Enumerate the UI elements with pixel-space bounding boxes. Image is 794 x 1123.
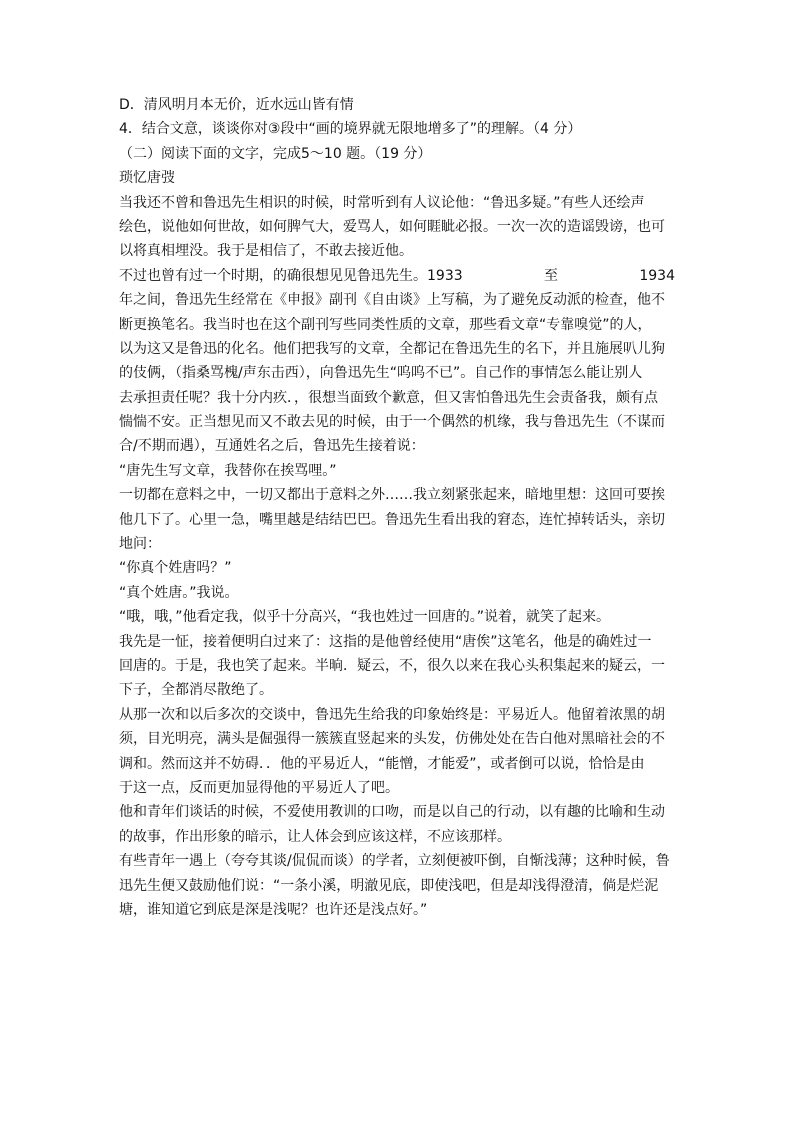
text-line: 以为这又是鲁迅的化名。他们把我写的文章，全都记在鲁迅先生的名下，并且施展叭儿狗 [119, 340, 665, 357]
text-line: 从那一次和以后多次的交谈中，鲁迅先生给我的印象始终是：平易近人。他留着浓黑的胡 [119, 706, 665, 723]
text-line: 绘色，说他如何世故，如何脾气大，爱骂人，如何睚眦必报。一次一次的造谣毁谤，也可 [119, 218, 665, 235]
text-line: 他几下了。心里一急，嘴里越是结结巴巴。鲁迅先生看出我的窘态，连忙掉转话头，亲切 [119, 511, 665, 528]
text-line: 断更换笔名。我当时也在这个副刊写些同类性质的文章，那些看文章“专靠嗅觉”的人， [119, 316, 652, 333]
section-heading: （二）阅读下面的文字，完成5～10 题。（19 分） [119, 145, 432, 162]
text-line: 去承担责任呢？我十分内疚．，很想当面致个歉意，但又害怕鲁迅先生会责备我，颇有点 [119, 389, 658, 406]
text-line: 有些青年一遇上（夸夸其谈/侃侃而谈）的学者，立刻便被吓倒，自惭浅薄；这种时候，鲁 [119, 853, 670, 870]
question-4: 4．结合文意，谈谈你对③段中“画的境界就无限地增多了”的理解。（4 分） [119, 121, 582, 138]
text-line: 调和。然而这并不妨碍．．他的平易近人，“能憎，才能爱”，或者倒可以说，恰恰是由 [119, 755, 645, 772]
text-line: “你真个姓唐吗？” [119, 560, 232, 577]
text-line: 塘，谁知道它到底是深是浅呢？也许还是浅点好。” [119, 901, 428, 918]
answer-option-d: D．清风明月本无价，近水远山皆有情 [119, 97, 354, 113]
text-line: 一切都在意料之中，一切又都出于意料之外……我立刻紧张起来，暗地里想：这回可要挨 [119, 487, 665, 504]
text-line: 回唐的。于是，我也笑了起来。半晌．疑云，不，很久以来在我心头积集起来的疑云，一 [119, 657, 665, 674]
text-line: 下子，全都消尽散绝了。 [119, 682, 273, 699]
text-segment: 至 [544, 267, 558, 284]
text-line: 地问： [119, 536, 161, 553]
text-line: 年之间，鲁迅先生经常在《申报》副刊《自由谈》上写稿，为了避免反动派的检查，他不 [119, 292, 665, 309]
text-line: 须，目光明亮，满头是倔强得一簇簇直竖起来的头发，仿佛处处在告白他对黑暗社会的不 [119, 731, 665, 748]
text-line: 我先是一怔，接着便明白过来了：这指的是他曾经使用“唐俟”这笔名，他是的确姓过一 [119, 633, 652, 650]
text-line: 当我还不曾和鲁迅先生相识的时候，时常听到有人议论他：“鲁迅多疑。”有些人还绘声 [119, 194, 645, 211]
text-line: 迅先生便又鼓励他们说：“一条小溪，明澈见底，即使浅吧，但是却浅得澄清，倘是烂泥 [119, 877, 659, 894]
text-line: 他和青年们谈话的时候，不爱使用教训的口吻，而是以自己的行动，以有趣的比喻和生动 [119, 804, 665, 821]
text-line: “真个姓唐。”我说。 [119, 584, 239, 601]
article-title: 琐忆唐弢 [119, 170, 175, 187]
text-line: “唐先生写文章，我替你在挨骂哩。” [119, 462, 337, 479]
document-body [119, 93, 675, 922]
text-line: 惴惴不安。正当想见而又不敢去见的时候，由于一个偶然的机缘，我与鲁迅先生（不谋而 [119, 414, 665, 431]
text-line: 的故事，作出形象的暗示，让人体会到应该这样，不应该那样。 [119, 828, 511, 845]
text-line: 的伎俩，（指桑骂槐/声东击西），向鲁迅先生“呜呜不已”。自己作的事情怎么能让别人 [119, 365, 643, 382]
text-segment: 1934 [639, 267, 675, 284]
text-segment: 不过也曾有过一个时期，的确很想见见鲁迅先生。1933 [119, 267, 463, 284]
text-line: 合/不期而遇），互通姓名之后，鲁迅先生接着说： [119, 438, 425, 455]
text-line: “哦，哦，”他看定我，似乎十分高兴，“我也姓过一回唐的。”说着，就笑了起来。 [119, 609, 611, 626]
text-line: 以将真相埋没。我于是相信了，不敢去接近他。 [119, 243, 413, 260]
text-line: 于这一点，反而更加显得他的平易近人了吧。 [119, 779, 399, 796]
text-line-justified [119, 264, 675, 288]
